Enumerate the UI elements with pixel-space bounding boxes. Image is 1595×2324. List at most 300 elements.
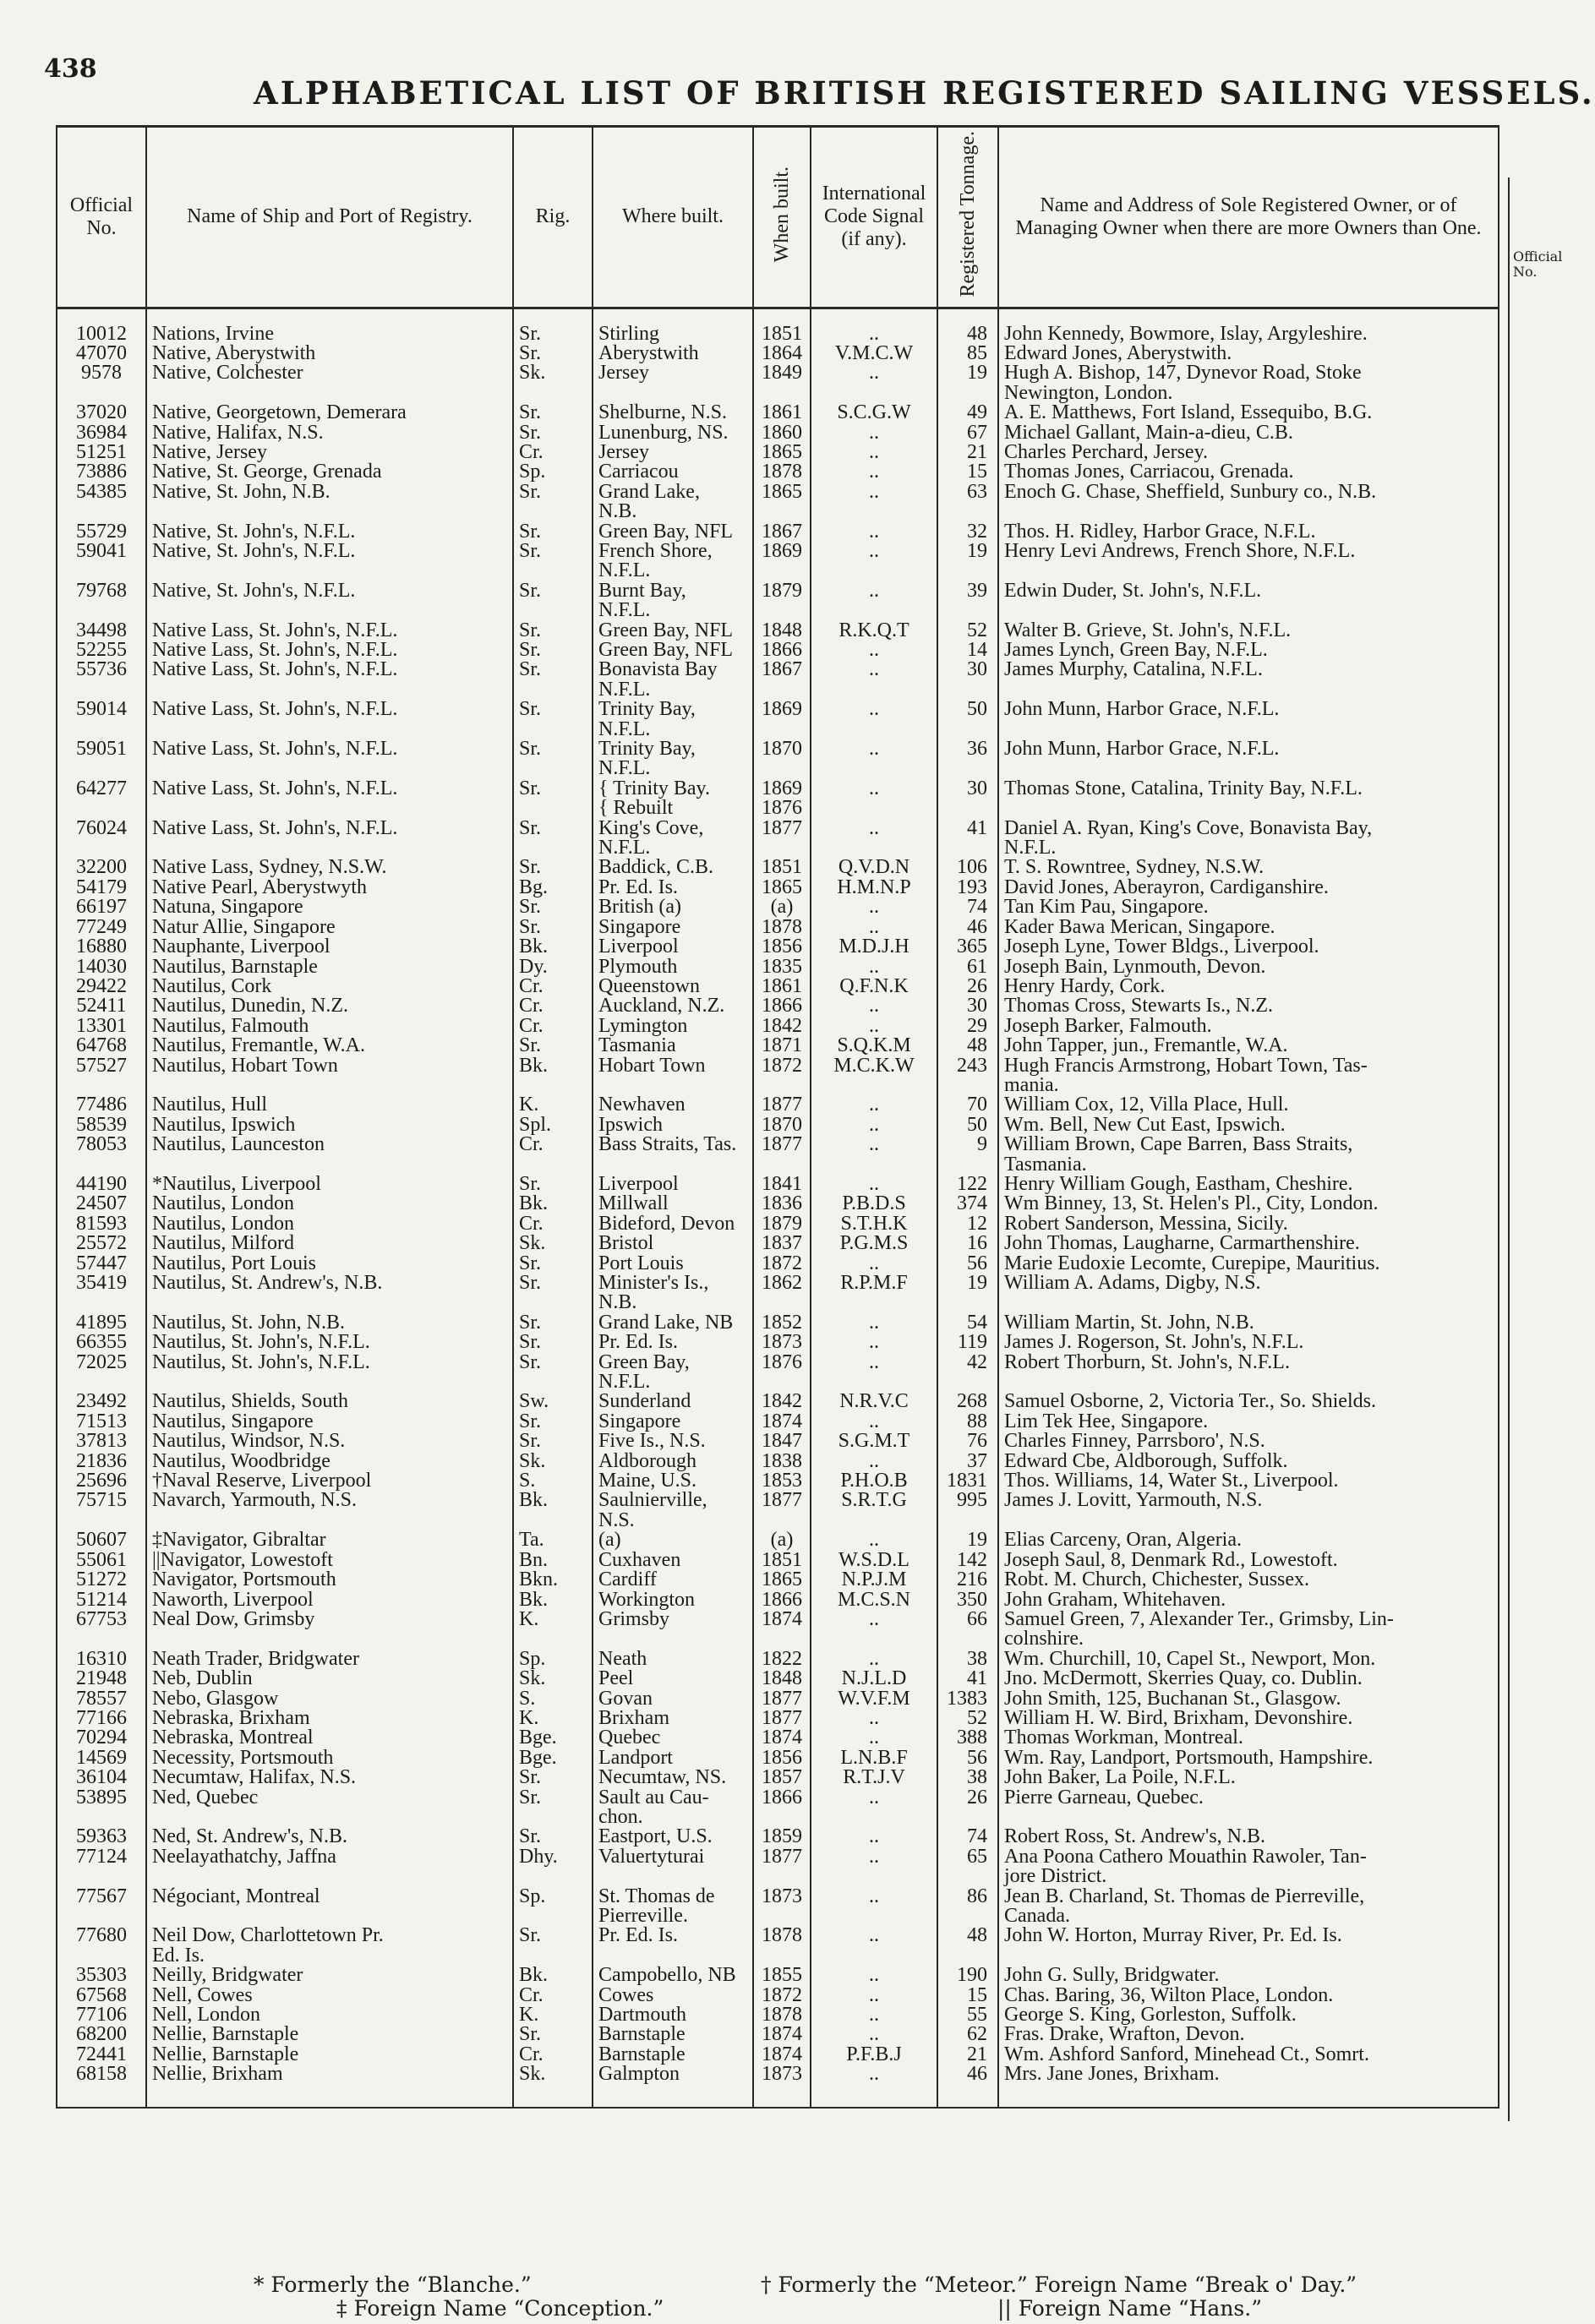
owner-cell: Thomas Cross, Stewarts Is., N.Z. [998,996,1499,1016]
rig-cell: Sr. [513,1175,593,1194]
table-row [57,1155,1499,1175]
table-row [57,502,1499,521]
ship-name-cell: Nautilus, Dunedin, N.Z. [146,996,513,1016]
rig-cell: Sk. [513,363,593,383]
table-row [57,1194,1499,1214]
when-built-cell: 1865 [753,443,811,462]
official-no-cell: 35419 [57,1274,146,1293]
official-no-cell: 23492 [57,1392,146,1411]
signal-cell: .. [811,897,937,917]
table-row [57,1392,1499,1411]
official-no-cell: 64768 [57,1036,146,1056]
owner-cell: James J. Rogerson, St. John's, N.F.L. [998,1333,1499,1352]
official-no-cell [57,1372,146,1392]
ship-name-cell: Native Lass, St. John's, N.F.L. [146,641,513,660]
official-no-cell: 54179 [57,878,146,897]
signal-cell [811,1808,937,1827]
owner-cell [998,759,1499,778]
ship-name-cell: Navigator, Portsmouth [146,1570,513,1590]
rig-cell: Sk. [513,1669,593,1688]
rig-cell [513,561,593,581]
official-no-cell: 57527 [57,1056,146,1076]
table-row [57,1274,1499,1293]
tonnage-cell: 19 [937,1530,998,1550]
rig-cell: Sk. [513,1452,593,1471]
owner-cell: Samuel Green, 7, Alexander Ter., Grimsby, Lin- [998,1610,1499,1629]
official-no-cell: 67568 [57,1986,146,2005]
tonnage-cell: 62 [937,2025,998,2044]
owner-cell: Newington, London. [998,384,1499,403]
owner-cell [998,1946,1499,1966]
header-name: Name of Ship and Port of Registry. [146,127,513,308]
rig-cell: Sr. [513,581,593,601]
when-built-cell: 1856 [753,1748,811,1768]
table-row [57,1847,1499,1867]
rig-cell: Sr. [513,1768,593,1787]
table-row [57,1353,1499,1372]
table-row [57,1511,1499,1530]
when-built-cell: 1861 [753,403,811,423]
table-row [57,1095,1499,1115]
table-row [57,363,1499,383]
when-built-cell: 1838 [753,1452,811,1471]
official-no-cell [57,384,146,403]
ship-name-cell: Native, Georgetown, Demerara [146,403,513,423]
official-no-cell: 47070 [57,344,146,363]
official-no-cell [57,1907,146,1926]
official-no-cell: 29422 [57,977,146,996]
tonnage-cell [937,1946,998,1966]
header-when-built-text: When built. [770,166,793,262]
when-built-cell: 1877 [753,1135,811,1154]
tonnage-cell [937,384,998,403]
tonnage-cell: 66 [937,1610,998,1629]
owner-cell: Charles Finney, Parrsboro', N.S. [998,1432,1499,1451]
where-built-cell: Dartmouth [593,2005,753,2025]
official-no-cell [57,601,146,620]
when-built-cell: 1847 [753,1432,811,1451]
ship-name-cell [146,1372,513,1392]
right-margin-label: Official No. [1513,248,1563,280]
tonnage-cell: 388 [937,1728,998,1748]
rig-cell: Bk. [513,1056,593,1076]
official-no-cell: 51251 [57,443,146,462]
official-no-cell: 75715 [57,1491,146,1510]
owner-cell: Thomas Workman, Montreal. [998,1728,1499,1748]
official-no-cell: 10012 [57,308,146,344]
table-row [57,423,1499,443]
official-no-cell: 35303 [57,1966,146,1985]
vessel-register-table [56,125,1499,2109]
when-built-cell: 1857 [753,1768,811,1787]
ship-name-cell: Nautilus, Falmouth [146,1017,513,1036]
where-built-cell: Minister's Is., [593,1274,753,1293]
tonnage-cell: 70 [937,1095,998,1115]
tonnage-cell: 41 [937,819,998,838]
when-built-cell [753,1076,811,1095]
table-row [57,1768,1499,1787]
signal-cell: .. [811,1610,937,1629]
where-built-cell: chon. [593,1808,753,1827]
when-built-cell: 1865 [753,1570,811,1590]
header-rig: Rig. [513,127,593,308]
footnotes [254,2273,1437,2321]
ship-name-cell [146,1907,513,1926]
where-built-cell: Grimsby [593,1610,753,1629]
where-built-cell: Baddick, C.B. [593,858,753,877]
where-built-cell: Shelburne, N.S. [593,403,753,423]
where-built-cell: Liverpool [593,1175,753,1194]
ship-name-cell [146,384,513,403]
tonnage-cell: 74 [937,897,998,917]
official-no-cell: 25572 [57,1234,146,1253]
owner-cell: John G. Sully, Bridgwater. [998,1966,1499,1985]
official-no-cell: 54385 [57,483,146,502]
table-row [57,522,1499,542]
tonnage-cell: 374 [937,1194,998,1214]
owner-cell: Joseph Saul, 8, Denmark Rd., Lowestoft. [998,1551,1499,1570]
tonnage-cell: 26 [937,1788,998,1808]
ship-name-cell: Native Lass, St. John's, N.F.L. [146,660,513,679]
ship-name-cell: Native, St. John's, N.F.L. [146,522,513,542]
when-built-cell: 1873 [753,1333,811,1352]
register-body [57,308,1499,2108]
official-no-cell: 36984 [57,423,146,443]
tonnage-cell: 67 [937,423,998,443]
when-built-cell [753,1946,811,1966]
where-built-cell [593,1155,753,1175]
tonnage-cell: 65 [937,1847,998,1867]
tonnage-cell: 19 [937,1274,998,1293]
page-number: 438 [44,54,97,84]
official-no-cell: 41895 [57,1313,146,1333]
ship-name-cell: Nautilus, St. John's, N.F.L. [146,1333,513,1352]
tonnage-cell: 50 [937,700,998,719]
signal-cell: P.F.B.J [811,2045,937,2065]
ship-name-cell: Nations, Irvine [146,308,513,344]
owner-cell: William Cox, 12, Villa Place, Hull. [998,1095,1499,1115]
table-row [57,1116,1499,1135]
when-built-cell: 1872 [753,1986,811,2005]
owner-cell: Wm. Ashford Sanford, Minehead Ct., Somrt. [998,2045,1499,2065]
signal-cell: M.C.K.W [811,1056,937,1076]
where-built-cell: Grand Lake, [593,483,753,502]
official-no-cell: 37813 [57,1432,146,1451]
ship-name-cell [146,720,513,739]
tonnage-cell: 54 [937,1313,998,1333]
ship-name-cell: Nautilus, Singapore [146,1412,513,1432]
tonnage-cell: 48 [937,308,998,344]
where-built-cell: Hobart Town [593,1056,753,1076]
rig-cell: Sk. [513,2065,593,2107]
signal-cell: .. [811,1175,937,1194]
tonnage-cell [937,799,998,818]
ship-name-cell: Nautilus, London [146,1194,513,1214]
signal-cell: .. [811,462,937,482]
ship-name-cell [146,1155,513,1175]
tonnage-cell: 38 [937,1650,998,1669]
signal-cell [811,1511,937,1530]
tonnage-cell: 49 [937,403,998,423]
owner-cell: Wm. Churchill, 10, Capel St., Newport, Mon. [998,1650,1499,1669]
ship-name-cell: Necessity, Portsmouth [146,1748,513,1768]
table-row [57,957,1499,977]
tonnage-cell: 19 [937,363,998,383]
tonnage-cell [937,1808,998,1827]
tonnage-cell: 190 [937,1966,998,1985]
owner-cell [998,1293,1499,1312]
where-built-cell: N.F.L. [593,561,753,581]
official-no-cell: 21948 [57,1669,146,1688]
owner-cell: John Smith, 125, Buchanan St., Glasgow. [998,1689,1499,1709]
tonnage-cell: 30 [937,996,998,1016]
owner-cell: William Brown, Cape Barren, Bass Straits, [998,1135,1499,1154]
where-built-cell: N.F.L. [593,601,753,620]
official-no-cell: 16310 [57,1650,146,1669]
table-row [57,1827,1499,1847]
table-row [57,660,1499,679]
official-no-cell: 78557 [57,1689,146,1709]
official-no-cell: 59363 [57,1827,146,1847]
rig-cell: Sp. [513,1650,593,1669]
when-built-cell: 1867 [753,522,811,542]
ship-name-cell: Neil Dow, Charlottetown Pr. [146,1926,513,1945]
signal-cell: .. [811,996,937,1016]
where-built-cell: Stirling [593,308,753,344]
owner-cell: Michael Gallant, Main-a-dieu, C.B. [998,423,1499,443]
rig-cell: Sp. [513,462,593,482]
rig-cell: Sr. [513,2025,593,2044]
where-built-cell: Sunderland [593,1392,753,1411]
rig-cell: Sr. [513,641,593,660]
owner-cell: William A. Adams, Digby, N.S. [998,1274,1499,1293]
table-row [57,561,1499,581]
footnote-blanche: * Formerly the “Blanche.” [254,2272,532,2297]
ship-name-cell: Nellie, Barnstaple [146,2025,513,2044]
table-row [57,542,1499,561]
table-row [57,720,1499,739]
where-built-cell: Quebec [593,1728,753,1748]
ship-name-cell: Nebraska, Brixham [146,1709,513,1728]
where-built-cell: Aldborough [593,1452,753,1471]
when-built-cell: 1852 [753,1313,811,1333]
official-no-cell [57,1629,146,1649]
tonnage-cell: 63 [937,483,998,502]
when-built-cell: 1841 [753,1175,811,1194]
where-built-cell: Galmpton [593,2065,753,2107]
table-row [57,1610,1499,1629]
signal-cell: .. [811,1827,937,1847]
tonnage-cell: 142 [937,1551,998,1570]
where-built-cell: Campobello, NB [593,1966,753,1985]
where-built-cell: Grand Lake, NB [593,1313,753,1333]
ship-name-cell: Nautilus, Ipswich [146,1116,513,1135]
when-built-cell: 1837 [753,1234,811,1253]
ship-name-cell: Nautilus, St. Andrew's, N.B. [146,1274,513,1293]
owner-cell: Fras. Drake, Wrafton, Devon. [998,2025,1499,2044]
rig-cell: Sr. [513,522,593,542]
where-built-cell: Green Bay, NFL [593,641,753,660]
ship-name-cell: Neelayathatchy, Jaffna [146,1847,513,1867]
ship-name-cell: Nautilus, Port Louis [146,1254,513,1274]
rig-cell: Sr. [513,308,593,344]
page-title: ALPHABETICAL LIST OF BRITISH REGISTERED SAILING VESSELS. [254,74,1595,112]
official-no-cell: 55061 [57,1551,146,1570]
owner-cell: Edwin Duder, St. John's, N.F.L. [998,581,1499,601]
official-no-cell: 24507 [57,1194,146,1214]
where-built-cell: N.B. [593,502,753,521]
owner-cell: Marie Eudoxie Lecomte, Curepipe, Mauritius. [998,1254,1499,1274]
when-built-cell [753,759,811,778]
signal-cell: .. [811,700,937,719]
when-built-cell: 1842 [753,1392,811,1411]
when-built-cell [753,1907,811,1926]
table-row [57,443,1499,462]
rig-cell: Sr. [513,1353,593,1372]
rig-cell: Sr. [513,621,593,641]
owner-cell: Robert Thorburn, St. John's, N.F.L. [998,1353,1499,1372]
signal-cell: M.D.J.H [811,937,937,957]
owner-cell: Robert Ross, St. Andrew's, N.B. [998,1827,1499,1847]
ship-name-cell: Native, St. John's, N.F.L. [146,581,513,601]
tonnage-cell: 41 [937,1669,998,1688]
tonnage-cell [937,1293,998,1312]
owner-cell: John Kennedy, Bowmore, Islay, Argyleshire. [998,308,1499,344]
where-built-cell: Barnstaple [593,2025,753,2044]
table-row [57,1017,1499,1036]
signal-cell: N.J.L.D [811,1669,937,1688]
rig-cell: Sr. [513,344,593,363]
ship-name-cell [146,601,513,620]
owner-cell [998,720,1499,739]
table-row [57,937,1499,957]
ship-name-cell: Nautilus, Shields, South [146,1392,513,1411]
ship-name-cell: Nautilus, London [146,1214,513,1234]
signal-cell: S.C.G.W [811,403,937,423]
signal-cell: .. [811,1412,937,1432]
official-no-cell [57,720,146,739]
where-built-cell [593,1867,753,1886]
signal-cell: S.R.T.G [811,1491,937,1510]
official-no-cell: 9578 [57,363,146,383]
right-margin-column [1508,177,1543,2121]
signal-cell: M.C.S.N [811,1590,937,1610]
rig-cell: K. [513,2005,593,2025]
when-built-cell: 1870 [753,739,811,759]
table-row [57,1907,1499,1926]
signal-cell [811,1629,937,1649]
owner-cell: Robert Sanderson, Messina, Sicily. [998,1214,1499,1234]
rig-cell: Sr. [513,1313,593,1333]
signal-cell [811,384,937,403]
ship-name-cell: ||Navigator, Lowestoft [146,1551,513,1570]
owner-cell: William H. W. Bird, Brixham, Devonshire. [998,1709,1499,1728]
rig-cell: Sr. [513,403,593,423]
ship-name-cell: Natur Allie, Singapore [146,918,513,937]
when-built-cell: 1874 [753,1412,811,1432]
tonnage-cell: 56 [937,1254,998,1274]
table-row [57,1135,1499,1154]
where-built-cell: St. Thomas de [593,1887,753,1907]
when-built-cell: 1877 [753,1709,811,1728]
owner-cell: Hugh Francis Armstrong, Hobart Town, Tas- [998,1056,1499,1076]
where-built-cell: Saulnierville, [593,1491,753,1510]
where-built-cell: French Shore, [593,542,753,561]
ship-name-cell: †Naval Reserve, Liverpool [146,1471,513,1491]
owner-cell: Thos. H. Ridley, Harbor Grace, N.F.L. [998,522,1499,542]
rig-cell: Bge. [513,1728,593,1748]
table-row [57,1056,1499,1076]
owner-cell: Joseph Lyne, Tower Bldgs., Liverpool. [998,937,1499,957]
rig-cell: Sr. [513,1036,593,1056]
tonnage-cell [937,1511,998,1530]
ship-name-cell: Nautilus, Windsor, N.S. [146,1432,513,1451]
table-row [57,1432,1499,1451]
table-row [57,403,1499,423]
when-built-cell [753,1155,811,1175]
when-built-cell: 1874 [753,1610,811,1629]
signal-cell: .. [811,483,937,502]
table-row [57,1372,1499,1392]
rig-cell: Cr. [513,1986,593,2005]
table-row [57,838,1499,858]
owner-cell: mania. [998,1076,1499,1095]
where-built-cell: (a) [593,1530,753,1550]
official-no-cell: 14030 [57,957,146,977]
official-no-cell: 81593 [57,1214,146,1234]
ship-name-cell: Nautilus, Cork [146,977,513,996]
official-no-cell: 68158 [57,2065,146,2107]
signal-cell: .. [811,522,937,542]
table-row [57,621,1499,641]
official-no-cell: 58539 [57,1116,146,1135]
signal-cell: W.V.F.M [811,1689,937,1709]
tonnage-cell: 243 [937,1056,998,1076]
where-built-cell [593,384,753,403]
when-built-cell: 1869 [753,542,811,561]
signal-cell: .. [811,1353,937,1372]
owner-cell: Thomas Stone, Catalina, Trinity Bay, N.F.L. [998,779,1499,799]
table-row [57,1333,1499,1352]
owner-cell: John Baker, La Poile, N.F.L. [998,1768,1499,1787]
tonnage-cell: 36 [937,739,998,759]
rig-cell: Sr. [513,918,593,937]
signal-cell: .. [811,660,937,679]
official-no-cell: 25696 [57,1471,146,1491]
table-row [57,1570,1499,1590]
footnote-row [254,2273,1437,2297]
rig-cell: Sp. [513,1887,593,1907]
tonnage-cell [937,1076,998,1095]
where-built-cell: Burnt Bay, [593,581,753,601]
when-built-cell [753,720,811,739]
when-built-cell [753,838,811,858]
where-built-cell: Green Bay, NFL [593,522,753,542]
signal-cell: .. [811,443,937,462]
where-built-cell: Workington [593,1590,753,1610]
ship-name-cell [146,1076,513,1095]
official-no-cell: 66355 [57,1333,146,1352]
table-row [57,2005,1499,2025]
where-built-cell: Jersey [593,443,753,462]
table-row [57,759,1499,778]
when-built-cell: 1842 [753,1017,811,1036]
official-no-cell: 57447 [57,1254,146,1274]
table-row [57,680,1499,700]
tonnage-cell: 38 [937,1768,998,1787]
official-no-cell: 77106 [57,2005,146,2025]
signal-cell: .. [811,739,937,759]
